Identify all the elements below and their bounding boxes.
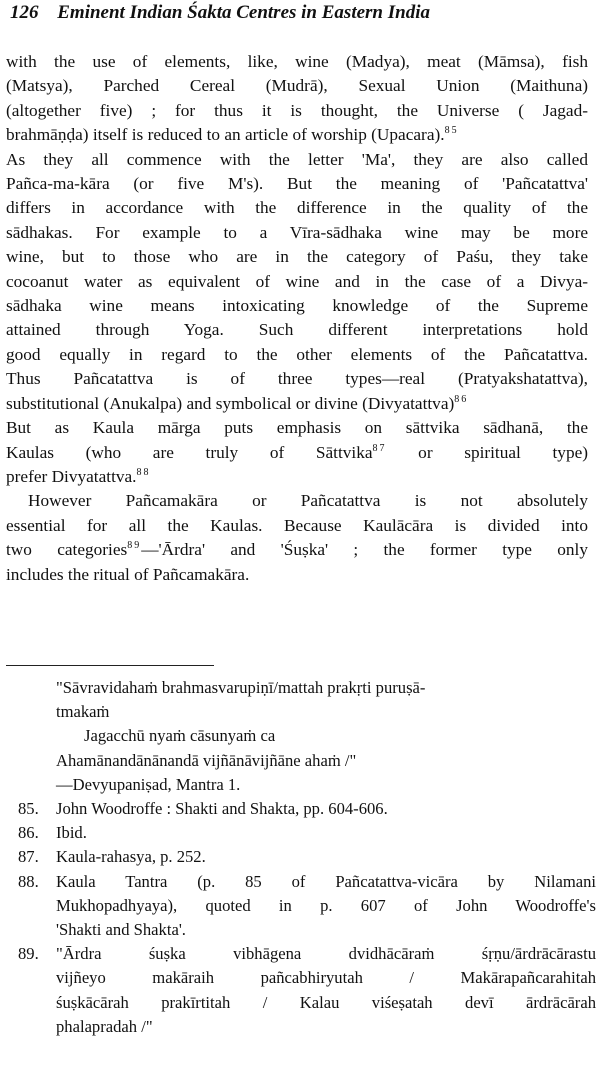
body-line: (Matsya), Parched Cereal (Mudrā), Sexual Union (Maithuna)	[6, 76, 588, 96]
body-line: Kaulas (who are truly of Sāttvika$^{87}$ or spiritual type)	[6, 442, 589, 462]
body-text	[6, 50, 588, 587]
footnote-number: 89.	[18, 944, 39, 964]
body-line: prefer Divyatattva.$^{88}$	[6, 466, 151, 486]
footnote-text: John Woodroffe : Shakti and Shakta, pp. 604-606.	[56, 799, 388, 819]
footnote-ref: 87	[372, 442, 387, 454]
footnote-text: "Ārdra śuṣka vibhāgena dvidhācāraṁ śṛṇu/ārdrācārastu	[56, 944, 596, 964]
footnote-ref: 86	[454, 393, 469, 405]
running-header	[10, 2, 590, 24]
body-line: (altogether five) ; for thus it is thought, the Universe ( Jagad-	[6, 100, 588, 120]
running-title: Eminent Indian Śakta Centres in Eastern India	[57, 2, 430, 23]
footnote-86	[6, 821, 596, 845]
page-number: 126	[10, 2, 39, 23]
footnote-ref: 85	[444, 125, 459, 137]
quote-line: tmakaṁ	[56, 702, 110, 722]
body-line: wine, but to those who are in the category of Paśu, they take	[6, 247, 588, 267]
body-line: As they all commence with the letter 'Ma', they are also called	[6, 149, 588, 169]
footnote-text: Mukhopadhyaya), quoted in p. 607 of John Woodroffe's	[56, 895, 596, 915]
footnote-number: 86.	[18, 823, 39, 843]
body-line: essential for all the Kaulas. Because Kaulācāra is divided into	[6, 515, 588, 535]
body-line: differs in accordance with the difference in the quality of the	[6, 198, 588, 218]
body-line: Pañca-ma-kāra (or five M's). But the meaning of 'Pañcatattva'	[6, 174, 588, 194]
body-line: sādhakas. For example to a Vīra-sādhaka wine may be more	[6, 222, 588, 242]
footnote-88	[6, 870, 596, 943]
body-line: includes the ritual of Pañcamakāra.	[6, 564, 250, 584]
quote-line: "Sāvravidahaṁ brahmasvarupiṇī/mattah prakṛti puruṣā-	[56, 678, 426, 697]
body-line: substitutional (Anukalpa) and symbolical or divine (Divyatattva)$^{86}$	[6, 393, 469, 413]
body-line: But as Kaula mārga puts emphasis on sāttvika sādhanā, the	[6, 418, 588, 438]
footnote-text: 'Shakti and Shakta'.	[56, 920, 186, 940]
body-line: good equally in regard to the other elements of the Pañcatattva.	[6, 344, 588, 364]
body-line: brahmāṇḍa) itself is reduced to an article of worship (Upacara).$^{85}$	[6, 125, 459, 145]
footnote-ref: 89	[127, 540, 142, 552]
footnote-85	[6, 797, 596, 821]
footnote-text: phalapradah /"	[56, 1016, 153, 1036]
footnotes	[6, 676, 596, 1039]
footnote-number: 88.	[18, 871, 39, 891]
quote-line: Ahamānandānānandā vijñānāvijñāne ahaṁ /"	[56, 750, 357, 770]
footnote-ref: 88	[136, 467, 151, 479]
body-line: with the use of elements, like, wine (Madya), meat (Māmsa), fish	[6, 52, 588, 71]
footnote-number: 85.	[18, 799, 39, 819]
footnote-text: Kaula Tantra (p. 85 of Pañcatattva-vicāra by Nilamani	[56, 871, 596, 891]
footnote-text: Kaula-rahasya, p. 252.	[56, 847, 206, 867]
quote-line: Jagacchū nyaṁ cāsunyaṁ ca	[84, 726, 276, 746]
body-line: cocoanut water as equivalent of wine and in the case of a Divya-	[6, 271, 588, 291]
body-line: sādhaka wine means intoxicating knowledge of the Supreme	[6, 296, 588, 316]
footnote-separator	[6, 665, 214, 666]
footnote-text: śuṣkācārah prakīrtitah / Kalau viśeṣatah devī ārdrācārah	[56, 992, 596, 1012]
footnote-text: vijñeyo makāraih pañcabhiryutah / Makārapañcarahitah	[56, 968, 596, 988]
footnote-89	[6, 942, 596, 1039]
body-line: Thus Pañcatattva is of three types—real (Pratyakshatattva),	[6, 369, 588, 389]
footnote-text: Ibid.	[56, 823, 87, 843]
footnote-number: 87.	[18, 847, 39, 867]
body-line: attained through Yoga. Such different interpretations hold	[6, 320, 588, 340]
footnote-87	[6, 845, 596, 869]
quote-source: —Devyupaniṣad, Mantra 1.	[56, 774, 241, 794]
body-line: two categories$^{89}$—'Ārdra' and 'Śuṣka' ; the former type only	[6, 540, 588, 560]
body-line: However Pañcamakāra or Pañcatattva is not absolutely	[28, 491, 588, 511]
